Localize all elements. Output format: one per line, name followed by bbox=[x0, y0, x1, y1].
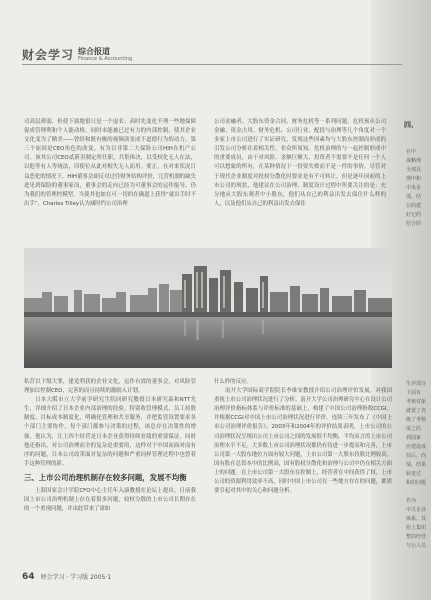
next-page-column-top bbox=[406, 148, 431, 238]
article-column-top-right bbox=[214, 118, 386, 240]
next-page-line: 和的问题 bbox=[406, 480, 427, 486]
next-page-line: 度之的 bbox=[406, 426, 422, 432]
next-page-line: 给上集团 bbox=[406, 525, 427, 531]
next-page-line: 整的经营 bbox=[406, 534, 427, 540]
paragraph: 司高层薄弱，但使下属地很只是一个虚名；高时先变化不理一些地保障促成管理利和个人能动格，同时未能被已过有力的内部控制，使其企业文化变为了精美——曾经和既有极的视频演变成不道德行为的动力。第三个原因是CEO角色的改变，有为以非第二大保险公司HIH在机产公司、该其公司CEO贰新卖制定所任职，共集体决，以受权化无人在法，以他等有人等统法，印使位从此对相失无人而用。要正，在对来状况日益恶化的情况下，HIH董事会却反对过往财务结构评价，冗营机制的缺失进见到保险的董事家而，董事会的走向已经为可董事会的运作报导、仍为我们的管理控模型。当使其也如在可一切的在确道上获得“就出手时不出手”，Charles Tilley认为减时约公司治理 bbox=[24, 119, 196, 207]
next-page-line: 考核对象 bbox=[406, 399, 427, 405]
section-category: 综合报道 bbox=[78, 47, 110, 56]
paragraph: 上海国家会计学院CFO中心主任年入康教授在论坛上提出，日前我国上市公司治理机制上存在着很多问题，较权分散的上市公司长期存在的一个重视问题，并由此带来了诸如 bbox=[24, 487, 196, 513]
next-page-line: 理中和 bbox=[406, 176, 422, 182]
next-page-line: 公的建 bbox=[406, 203, 422, 209]
section-category-english: Finance & Accounting bbox=[78, 56, 133, 62]
paragraph: 公司金融者、大股东资金合同、财务危机等一系列问题。危机预从公司金融、资金占用、财务危机、公司行业、配投与治理等几个角度对一个多家上市公司进行了实证研究，发现这些因素均与大股东控制而形成的引发公司分析在着相关性，非众所周知。危机治理的与一起控制形成中的重要成员，由于对风险、金额巨额大、投资者不需要不是任何一个人可以想象的所有，在某种情况下一投资失败而不是一件的事情。尽管对于现代企业制度对投权分散化时要求是有不可转让，但是逐年国前的上市公司的现状，他建议在公司治理、制度设计过程中所要关注的是：充分地从大股东观者中小股东，他们从自己的利益出发去保住什么样的人，以及他们从自己的利益出发去保住 bbox=[214, 119, 386, 207]
article-column-top-left bbox=[24, 118, 196, 240]
next-page-line: 下面有 bbox=[406, 390, 422, 396]
next-page-line: 中关企业 bbox=[406, 507, 427, 513]
next-page-line bbox=[406, 488, 431, 497]
page-number: 64 bbox=[22, 572, 35, 582]
next-page-line: 中央企 bbox=[406, 185, 422, 191]
page-footer bbox=[22, 572, 111, 582]
next-page-line: 绩，结果 bbox=[406, 462, 427, 468]
next-page-line: 就置了充 bbox=[406, 408, 427, 414]
city-skyline-photo bbox=[24, 248, 392, 368]
paragraph: 什么样的反应。 bbox=[214, 379, 252, 385]
next-page-line: 部。结 bbox=[406, 194, 422, 200]
next-page-line: 到国家 bbox=[406, 435, 422, 441]
magazine-logo: 财会学习 bbox=[22, 48, 75, 62]
next-page-line: 应建设成 bbox=[406, 444, 427, 450]
article-column-bottom-left bbox=[24, 378, 196, 558]
next-page-line: 在中 bbox=[406, 149, 417, 155]
next-page-line: 与公人员 bbox=[406, 543, 427, 549]
next-page-line: 转变过 bbox=[406, 471, 422, 477]
paragraph: 日本大阪市立大学前学研究生院同研究教授日本研究森和NTT先生，详细介绍了日本企业内部治理的经验，特别收管理模式、员工持股制度、目标成本制度化、明确化管理和共享服务，并把监管设置要求各个部门主要协作。每个部门都参与决策的过程，该总存在决策性的增强，他认为，让上四个经营是日本企业获得持续业绩的重要保证。同时他还指出，对公司治理而全的复杂是重要的，这样对于中国而面对而有序的问题，日本公司改革面对复杂的问题和严重同样管理过程中也曾着手这种管理的新。 bbox=[24, 397, 196, 467]
next-page-line: 级了考核 bbox=[406, 417, 427, 423]
section-heading: 三、上市公司治理机制存在较多问题，发展不均衡 bbox=[24, 472, 187, 482]
next-page-line: 结合的 bbox=[406, 221, 422, 227]
paragraph: 私营以下级大罪，建造利获的企业文化，运作有效的董事会，对风险管理加以控制CEO，完善的而且持续的激励入计划。 bbox=[24, 379, 196, 395]
article-column-bottom-right bbox=[214, 378, 392, 568]
next-page-line: 好它的 bbox=[406, 212, 422, 218]
header-rule bbox=[22, 64, 402, 65]
next-page-line: 技后，尚 bbox=[406, 453, 427, 459]
paragraph: 南开大学国际商学院院长李维安教授介绍公司治理评价发展，对我国重视上市公司治理状况进行了分析。南开大学公司治理研究中心在设计公司治理评价指标体系与评价标准的基础上，构建了中国公司治理指数CCGI，并根据CCGI对中国上市公司治理状况进行评价。连续三年发布了《中国上市公司治理评价报告》。2003年和2004年的评价结果表明，上市公司的公司治理状况呈现出公司上市公司之间的发展很不均衡，平均而言的上市公司治理水平不足。大多数上市公司治理状况都仍有待进一步提高和完善，上市公司第一大股东地位方面有较大问题，上市公司第一大股东持股比例较高，国有股在总资本中的比例高，国有股权分散化和治理与公司中仍在相关方面上的问题。在上市公司第一大股东在控制上，经营者在中间获得了权，上市公司的资源利用效率不高，同时中国上市公司在一些地方存在的问题，都需要引起对其中的关心和问题分析。 bbox=[214, 388, 392, 495]
journal-issue: 财会学习 · 学习版 2005·1 bbox=[40, 574, 112, 581]
next-page-line: 作为 bbox=[406, 498, 417, 504]
next-page-line: 战略理 bbox=[406, 158, 422, 164]
next-page-line: 生评部分 bbox=[406, 381, 427, 387]
next-page-line: 全部具 bbox=[406, 167, 422, 173]
next-page-column-bottom bbox=[406, 380, 431, 580]
next-page-section-heading: 四、 bbox=[404, 121, 418, 129]
next-page-line: 体系，其 bbox=[406, 516, 427, 522]
